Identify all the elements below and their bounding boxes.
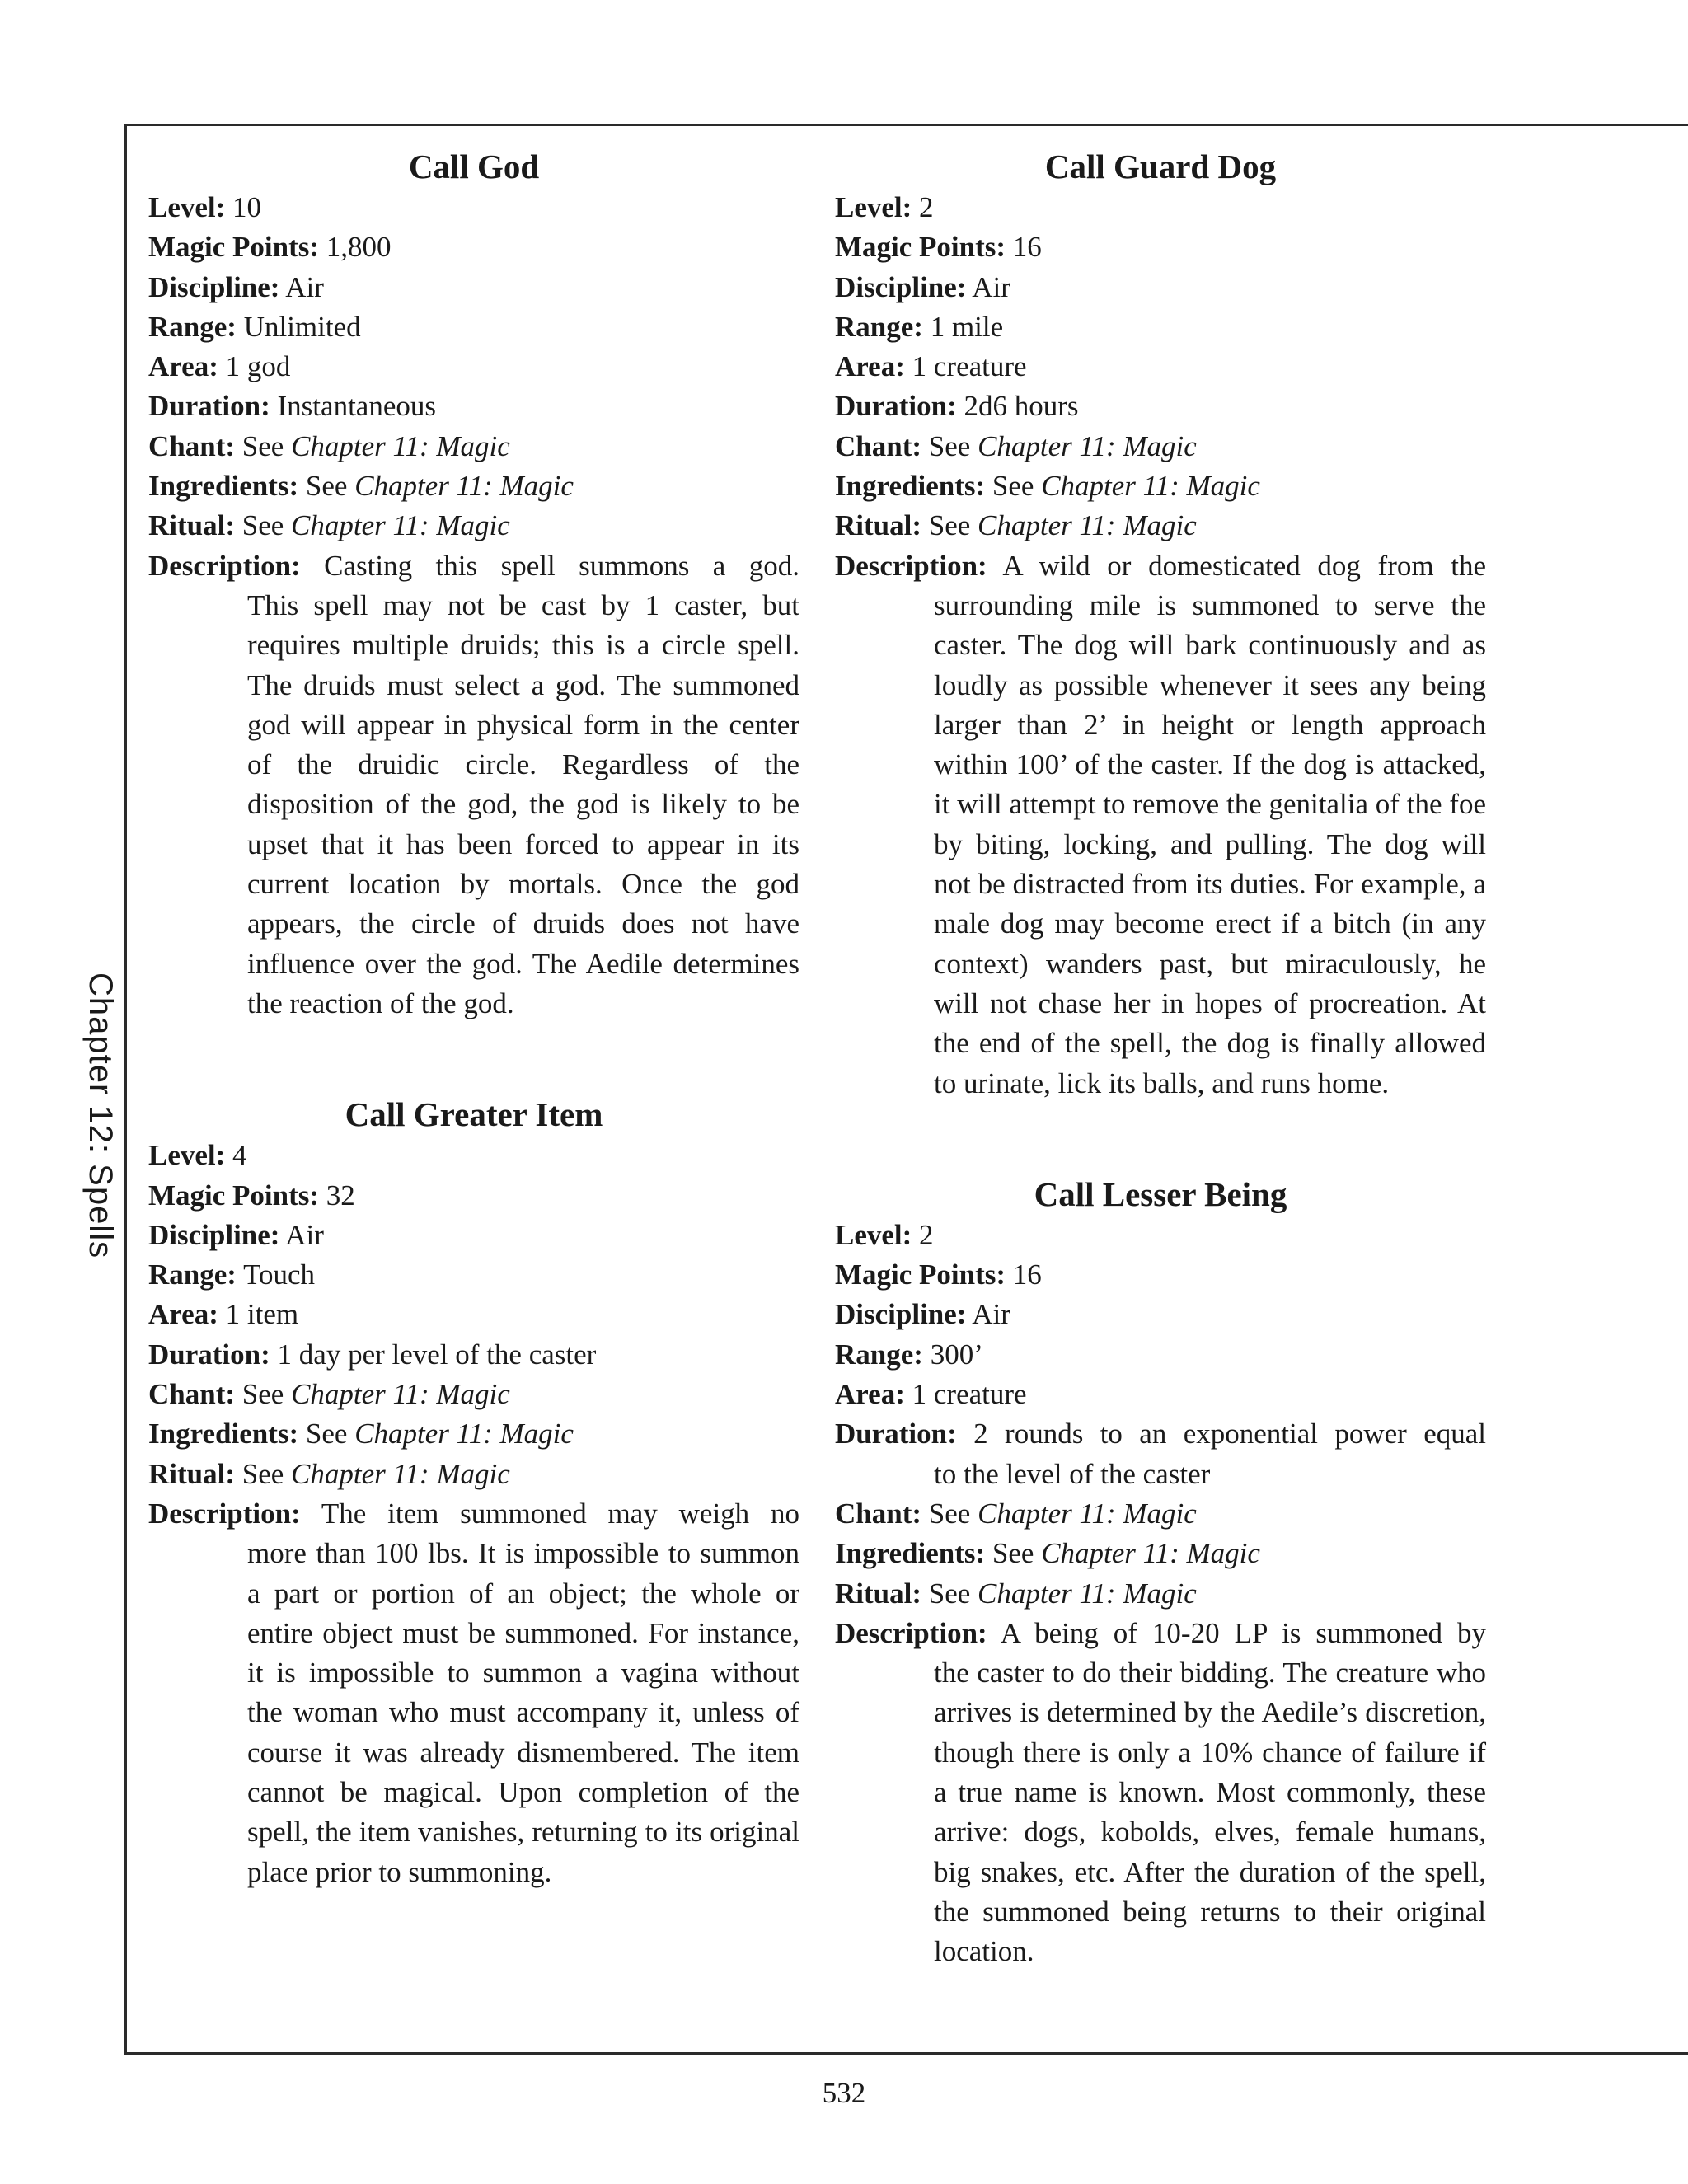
description-field: Description: A being of 10-20 LP is summoned by the caster to do their bidding. The creature who arrives is determined by the Aedile’s discretion, though there is only a 10% chance of failure if a true name is known. Most commonly, these arrive: dogs, kobolds, elves, female humans, big snakes, etc. After the duration of the spell, the summoned being returns to their original location.	[835, 1616, 1486, 1968]
magic-points-field: Magic Points: 32	[148, 1179, 355, 1212]
page-number: 532	[822, 2077, 866, 2109]
magic-points-field: Magic Points: 1,800	[148, 231, 392, 264]
description-field: Description: The item summoned may weigh no more than 100 lbs. It is impossible to summon a part or portion of an object; the whole or entire object must be summoned. For instance, it is impossible to summon a vagina without the woman who must accompany it, unless of course it was already dismembered. The item cannot be magical. Upon completion of the spell, the item vanishes, returning to its original place prior to summoning.	[148, 1497, 799, 1888]
ingredients-field: Ingredients: See Chapter 11: Magic	[148, 470, 574, 503]
area-field: Area: 1 creature	[835, 350, 1027, 383]
right-column	[835, 147, 1486, 2042]
area-field: Area: 1 item	[148, 1298, 299, 1331]
magic-points-field: Magic Points: 16	[835, 1258, 1042, 1291]
spell-title: Call Greater Item	[345, 1095, 603, 1134]
ingredients-field: Ingredients: See Chapter 11: Magic	[835, 1537, 1260, 1570]
ingredients-field: Ingredients: See Chapter 11: Magic	[148, 1418, 574, 1451]
duration-field: Duration: 1 day per level of the caster	[148, 1338, 597, 1371]
spell-call-greater-item	[148, 1094, 799, 1892]
ritual-field: Ritual: See Chapter 11: Magic	[148, 509, 510, 542]
chant-field: Chant: See Chapter 11: Magic	[835, 1497, 1197, 1530]
discipline-field: Discipline: Air	[148, 1218, 324, 1251]
duration-field: Duration: 2 rounds to an exponential power equal to the level of the caster	[835, 1418, 1487, 1490]
spell-title: Call Lesser Being	[1034, 1174, 1287, 1213]
discipline-field: Discipline: Air	[148, 270, 324, 303]
discipline-field: Discipline: Air	[835, 270, 1010, 303]
range-field: Range: 300’	[835, 1338, 983, 1371]
level-field: Level: 10	[148, 191, 262, 223]
level-field: Level: 2	[835, 191, 934, 223]
ritual-field: Ritual: See Chapter 11: Magic	[835, 1577, 1197, 1610]
discipline-field: Discipline: Air	[835, 1298, 1010, 1331]
spell-call-lesser-being	[835, 1174, 1486, 1972]
range-field: Range: Unlimited	[148, 310, 361, 343]
left-column	[148, 147, 799, 1963]
description-field: Description: Casting this spell summons a god. This spell may not be cast by 1 caster, but requires multiple druids; this is a circle spell. The druids must select a god. The summoned god will appear in physical form in the center of the druidic circle. Regardless of the disposition of the god, the god is likely to be upset that it has been forced to appear in its current location by mortals. Once the god appears, the circle of druids does not have influence over the god. The Aedile determines the reaction of the god.	[148, 549, 799, 1019]
area-field: Area: 1 creature	[835, 1378, 1027, 1411]
range-field: Range: Touch	[148, 1258, 316, 1291]
level-field: Level: 4	[148, 1139, 247, 1172]
chant-field: Chant: See Chapter 11: Magic	[148, 1378, 510, 1411]
ritual-field: Ritual: See Chapter 11: Magic	[148, 1457, 510, 1490]
range-field: Range: 1 mile	[835, 310, 1004, 343]
spell-title: Call Guard Dog	[1044, 148, 1277, 185]
chapter-label: Chapter 12: Spells	[82, 972, 119, 1259]
ingredients-field: Ingredients: See Chapter 11: Magic	[835, 470, 1260, 503]
spell-call-god	[148, 147, 799, 1024]
magic-points-field: Magic Points: 16	[835, 231, 1042, 264]
spell-title: Call God	[408, 148, 540, 185]
spell-call-guard-dog	[835, 147, 1486, 1104]
description-field: Description: A wild or domesticated dog from the surrounding mile is summoned to serve the caster. The dog will bark continuously and as loudly as possible whenever it sees any being larger than 2’ in height or length approach within 100’ of the caster. If the dog is attacked, it will attempt to remove the genitalia of the foe by biting, locking, and pulling. The dog will not be distracted from its duties. For example, a male dog may become erect if a bitch (in any context) wanders past, but miraculously, he will not chase her in hopes of procreation. At the end of the spell, the dog is finally allowed to urinate, lick its balls, and runs home.	[835, 549, 1486, 1099]
chant-field: Chant: See Chapter 11: Magic	[148, 429, 510, 462]
chant-field: Chant: See Chapter 11: Magic	[835, 429, 1197, 462]
level-field: Level: 2	[835, 1218, 934, 1251]
duration-field: Duration: 2d6 hours	[835, 390, 1079, 423]
ritual-field: Ritual: See Chapter 11: Magic	[835, 509, 1197, 542]
duration-field: Duration: Instantaneous	[148, 390, 436, 423]
area-field: Area: 1 god	[148, 350, 291, 383]
